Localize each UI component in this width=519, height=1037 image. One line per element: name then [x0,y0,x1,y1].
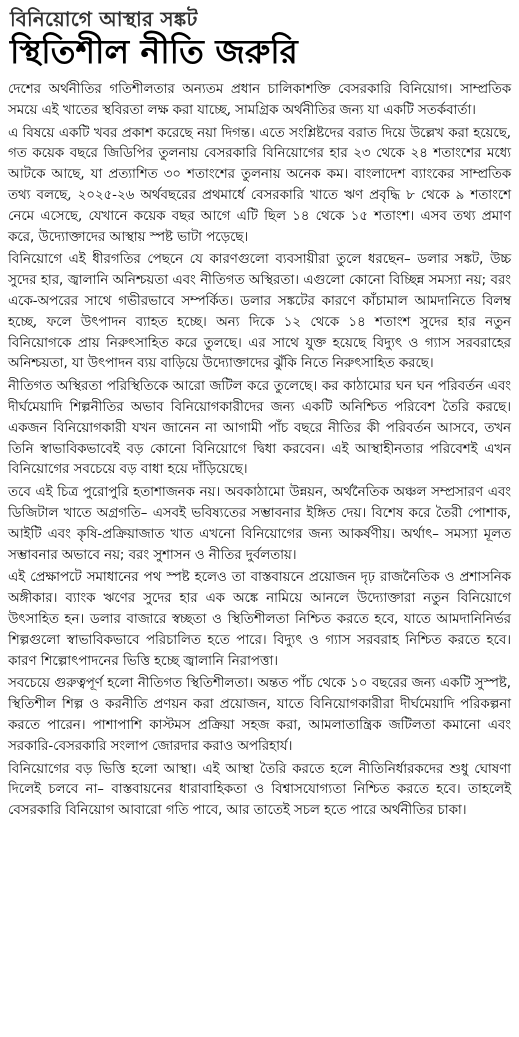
paragraph-3: বিনিয়োগে এই ধীরগতির পেছনে যে কারণগুলো ব্যবসায়ীরা তুলে ধরছেন– ডলার সঙ্কট, উচ্চ সুদের হার, জ্বালানি অনিশ্চয়তা এবং নীতিগত অস্থিরতা। এগুলো কোনো বিচ্ছিন্ন সমস্যা নয়; বরং একে-অপরের সাথে গভীরভাবে সম্পর্কিত। ডলার সঙ্কটের কারণে কাঁচামাল আমদানিতে বিলম্ব হচ্ছে, ফলে উৎপাদন ব্যাহত হচ্ছে। অন্য দিকে ১২ থেকে ১৪ শতাংশ সুদের হার নতুন বিনিয়োগকে প্রায় নিরুৎসাহিত করে তুলছে। এর সাথে যুক্ত হয়েছে বিদ্যুৎ ও গ্যাস সরবরাহের অনিশ্চয়তা, যা উৎপাদন ব্যয় বাড়িয়ে উদ্যোক্তাদের ঝুঁকি নিতে নিরুৎসাহিত করছে। [8,252,511,372]
article-body [8,80,511,822]
paragraph-5: তবে এই চিত্র পুরোপুরি হতাশাজনক নয়। অবকাঠামো উন্নয়ন, অর্থনৈতিক অঞ্চল সম্প্রসারণ এবং ডিজিটাল খাতে অগ্রগতি– এসবই ভবিষ্যতের সম্ভাবনার ইঙ্গিত দেয়। বিশেষ করে তৈরী পোশাক, আইটি এবং কৃষি-প্রক্রিয়াজাত খাত এখনো বিনিয়োগের জন্য আকর্ষণীয়। অর্থাৎ– সমস্যা মূলত সম্ভাবনার অভাবে নয়; বরং সুশাসন ও নীতির দুর্বলতায়। [8,485,511,563]
paragraph-6: এই প্রেক্ষাপটে সমাধানের পথ স্পষ্ট হলেও তা বাস্তবায়নে প্রয়োজন দৃঢ় রাজনৈতিক ও প্রশাসনিক অঙ্গীকার। ব্যাংক ঋণের সুদের হার এক অঙ্কে নামিয়ে আনলে উদ্যোক্তারা নতুন বিনিয়োগে উৎসাহিত হন। ডলার বাজারে স্বচ্ছতা ও স্থিতিশীলতা নিশ্চিত করতে হবে, যাতে আমদানিনির্ভর শিল্পগুলো স্বাভাবিকভাবে পরিচালিত হতে পারে। বিদ্যুৎ ও গ্যাস সরবরাহ নিশ্চিত করতে হবে। কারণ শিল্পোৎপাদনের ভিত্তি হচ্ছে জ্বালানি নিরাপত্তা। [8,570,511,669]
paragraph-2: এ বিষয়ে একটি খবর প্রকাশ করেছে নয়া দিগন্ত। এতে সংশ্লিষ্টদের বরাত দিয়ে উল্লেখ করা হয়েছে, গত কয়েক বছরে জিডিপির তুলনায় বেসরকারি বিনিয়োগের হার ২৩ থেকে ২৪ শতাংশের মধ্যে আটকে আছে, যা প্রত্যাশিত ৩০ শতাংশের তুলনায় অনেক কম। বাংলাদেশ ব্যাংকের সাম্প্রতিক তথ্য বলছে, ২০২৫-২৬ অর্থবছরের প্রথমার্ধে বেসরকারি খাতে ঋণ প্রবৃদ্ধি ৮ থেকে ৯ শতাংশে নেমে এসেছে, যেখানে কয়েক বছর আগে এটি ছিল ১৪ থেকে ১৫ শতাংশ। এসব তথ্য প্রমাণ করে, উদ্যোক্তাদের আস্থায় স্পষ্ট ভাটা পড়েছে। [8,125,511,245]
article-headline: স্থিতিশীল নীতি জরুরি [10,32,298,71]
paragraph-8: বিনিয়োগের বড় ভিত্তি হলো আস্থা। এই আস্থা তৈরি করতে হলে নীতিনির্ধারকদের শুধু ঘোষণা দিলেই চলবে না– বাস্তবায়নের ধারাবাহিকতা ও বিশ্বাসযোগ্যতা নিশ্চিত করতে হবে। তাহলেই বেসরকারি বিনিয়োগ আবারো গতি পাবে, আর তাতেই সচল হতে পারে অর্থনীতির চাকা। [8,761,511,819]
paragraph-7: সবচেয়ে গুরুত্বপূর্ণ হলো নীতিগত স্থিতিশীলতা। অন্তত পাঁচ থেকে ১০ বছরের জন্য একটি সুস্পষ্ট, স্থিতিশীল শিল্প ও করনীতি প্রণয়ন করা প্রয়োজন, যাতে বিনিয়োগকারীরা দীর্ঘমেয়াদি পরিকল্পনা করতে পারেন। পাশাপাশি কাস্টমস প্রক্রিয়া সহজ করা, আমলাতান্ত্রিক জটিলতা কমানো এবং সরকারি-বেসরকারি সংলাপ জোরদার করাও অপরিহার্য। [8,676,511,754]
paragraph-4: নীতিগত অস্থিরতা পরিস্থিতিকে আরো জটিল করে তুলেছে। কর কাঠামোর ঘন ঘন পরিবর্তন এবং দীর্ঘমেয়াদি শিল্পনীতির অভাব বিনিয়োগকারীদের জন্য একটি অনিশ্চিত পরিবেশ তৈরি করছে। একজন বিনিয়োগকারী যখন জানেন না আগামী পাঁচ বছরে নীতির কী পরিবর্তন আসবে, তখন তিনি স্বাভাবিকভাবেই বড় কোনো বিনিয়োগে দ্বিধা করবেন। এই আস্থাহীনতার পরিবেশই এখন বিনিয়োগের সবচেয়ে বড় বাধা হয়ে দাঁড়িয়েছে। [8,379,511,478]
article-kicker: বিনিয়োগে আস্থার সঙ্কট [10,7,198,31]
paragraph-1: দেশের অর্থনীতির গতিশীলতার অন্যতম প্রধান চালিকাশক্তি বেসরকারি বিনিয়োগ। সাম্প্রতিক সময়ে এই খাতের স্থবিরতা লক্ষ করা যাচ্ছে, সামগ্রিক অর্থনীতির জন্য যা একটি সতর্কবার্তা। [8,82,511,118]
